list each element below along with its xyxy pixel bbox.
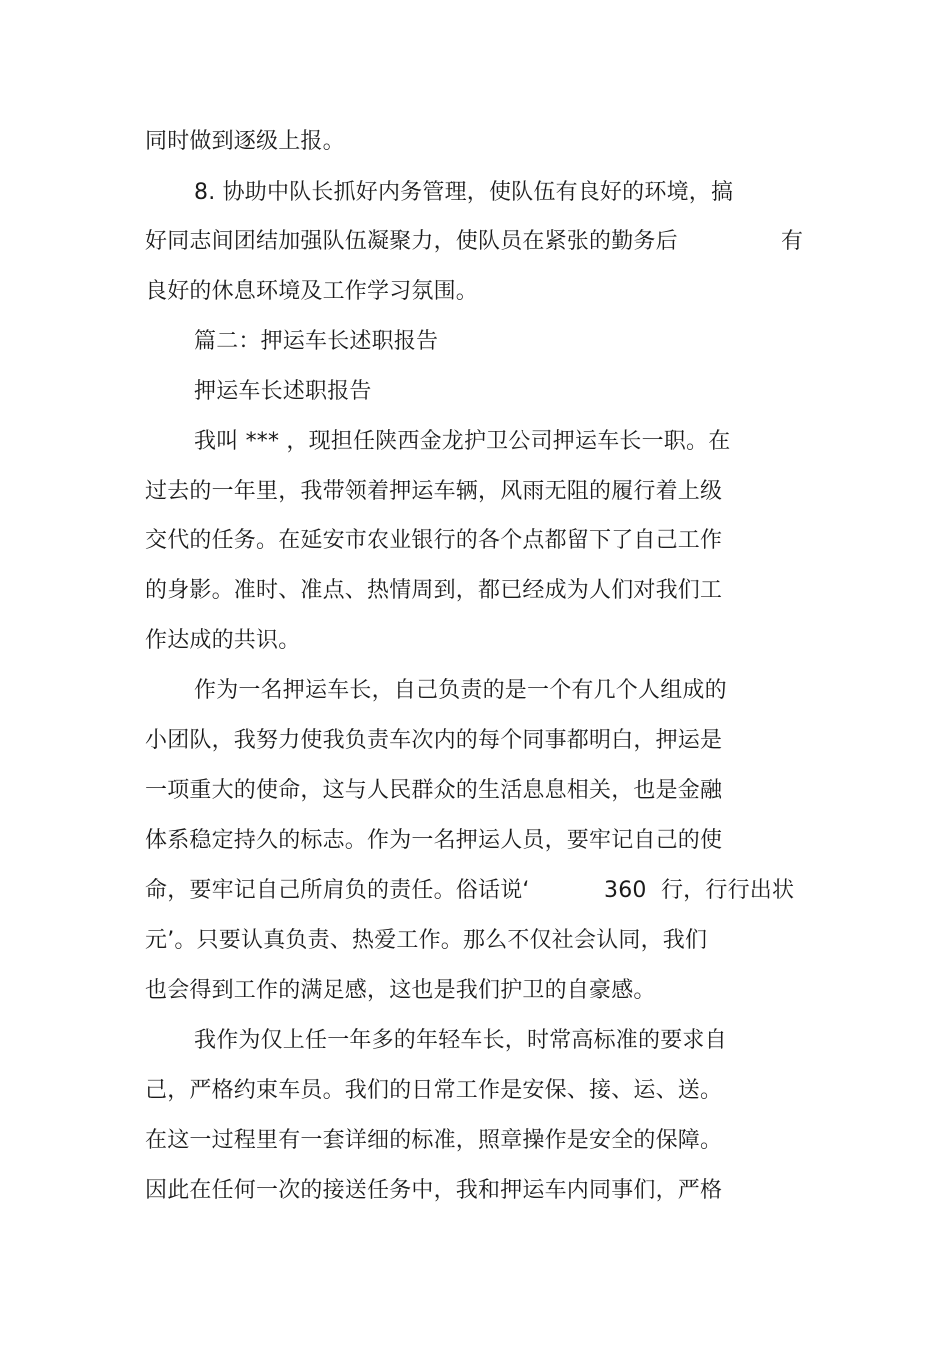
text-line-10: 的身影。准时、准点、热情周到，都已经成为人们对我们工	[145, 578, 723, 603]
text-line-1: 同时做到逐级上报。	[145, 129, 345, 154]
section-heading: 篇二：押运车长述职报告	[194, 329, 439, 354]
text-line-15: 体系稳定持久的标志。作为一名押运人员，要牢记自己的使	[145, 828, 723, 853]
text-line-16-end: 360 行，行行出状	[604, 878, 795, 903]
text-line-14: 一项重大的使命，这与人民群众的生活息息相关，也是金融	[145, 778, 723, 803]
text-line-7: 我叫 *** ，现担任陕西金龙护卫公司押运车长一职。在	[194, 429, 731, 454]
text-line-21: 在这一过程里有一套详细的标准，照章操作是安全的保障。	[145, 1128, 723, 1153]
text-line-12: 作为一名押运车长，自己负责的是一个有几个人组成的	[194, 678, 727, 703]
text-line-11: 作达成的共识。	[145, 628, 301, 653]
text-line-17: 元’。只要认真负责、热爱工作。那么不仅社会认同，我们	[145, 928, 708, 953]
text-line-8: 过去的一年里，我带领着押运车辆，风雨无阻的履行着上级	[145, 479, 723, 504]
text-line-22: 因此在任何一次的接送任务中，我和押运车内同事们，严格	[145, 1178, 723, 1203]
text-line-16: 命，要牢记自己所肩负的责任。俗话说‘	[145, 878, 530, 903]
text-line-3-end: 有	[781, 229, 804, 254]
text-line-4: 良好的休息环境及工作学习氛围。	[145, 279, 479, 304]
text-line-19: 我作为仅上任一年多的年轻车长，时常高标准的要求自	[194, 1028, 727, 1053]
text-line-3: 好同志间团结加强队伍凝聚力，使队员在紧张的勤务后	[145, 229, 678, 254]
text-line-13: 小团队，我努力使我负责车次内的每个同事都明白，押运是	[145, 728, 723, 753]
text-line-18: 也会得到工作的满足感，这也是我们护卫的自豪感。	[145, 978, 656, 1003]
text-line-2: 8. 协助中队长抓好内务管理，使队伍有良好的环境，搞	[194, 180, 734, 205]
text-line-20: 己，严格约束车员。我们的日常工作是安保、接、运、送。	[145, 1078, 723, 1103]
text-line-9: 交代的任务。在延安市农业银行的各个点都留下了自己工作	[145, 528, 723, 553]
report-title: 押运车长述职报告	[194, 379, 372, 404]
